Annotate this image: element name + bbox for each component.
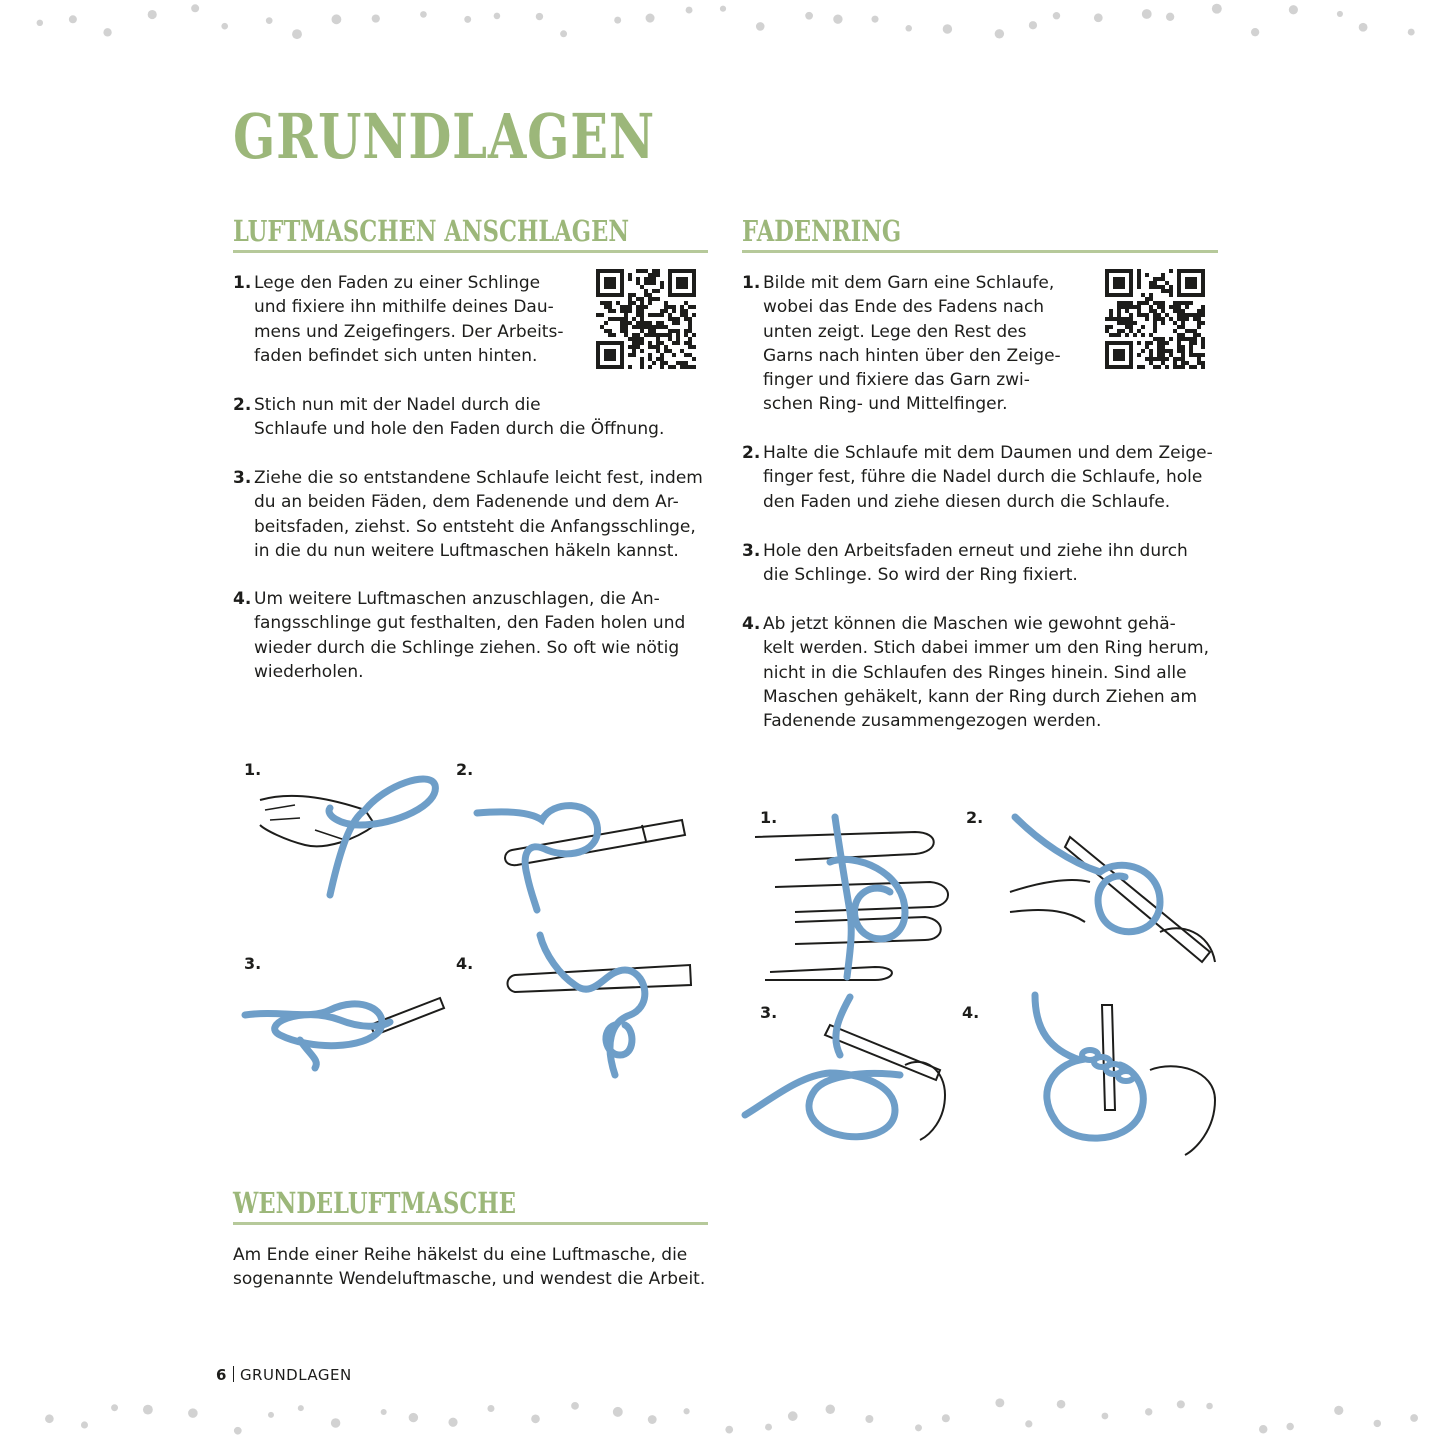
step-line: Ab jetzt können die Maschen wie gewohnt gehä- (763, 614, 1176, 634)
luftmaschen-illustration-3 (240, 990, 450, 1080)
step-line: Schlaufe und hole den Faden durch die Öffnung. (254, 419, 665, 440)
step-text (763, 612, 1209, 733)
step-line: Garns nach hinten über den Zeige- (763, 345, 1061, 366)
step-line: Um weitere Luftmaschen anzuschlagen, die An- (254, 589, 660, 609)
figure-label: 2. (456, 760, 474, 779)
figure-label: 1. (760, 808, 778, 827)
section-title-luftmaschen: LUFTMASCHEN ANSCHLAGEN (233, 214, 630, 248)
fadenring-illustration-2 (1010, 812, 1220, 977)
step-number: 1. (233, 273, 252, 293)
step-line: den Faden und ziehe diesen durch die Schlaufe. (763, 491, 1171, 512)
step-line: Halte die Schlaufe mit dem Daumen und dem Zeige- (763, 443, 1213, 463)
step-text (763, 539, 1188, 588)
step-number: 2. (742, 443, 761, 463)
step-line: Maschen gehäkelt, kann der Ring durch Ziehen am (763, 686, 1198, 707)
page-number: 6 (216, 1366, 227, 1384)
step-line: Fadenende zusammengezogen werden. (763, 711, 1102, 732)
step-line: unten zeigt. Lege den Rest des (763, 321, 1027, 342)
fadenring-illustration-4 (1010, 990, 1220, 1160)
figure-label: 1. (244, 760, 262, 779)
page-title: GRUNDLAGEN (233, 100, 656, 173)
step-line: nicht in die Schlaufen des Ringes hinein. Sind alle (763, 662, 1187, 683)
step-line: Bilde mit dem Garn eine Schlaufe, (763, 273, 1055, 293)
top-dot-border (0, 0, 1445, 50)
luftmaschen-illustration-1 (255, 770, 445, 900)
step-line: und fixiere ihn mithilfe deines Dau- (254, 297, 554, 318)
step-number: 1. (742, 273, 761, 293)
page-footer (216, 1366, 352, 1384)
step-line: Ziehe die so entstandene Schlaufe leicht fest, indem (254, 468, 703, 488)
luftmaschen-illustration-4 (505, 930, 695, 1080)
step-line: mens und Zeigefingers. Der Arbeits- (254, 321, 564, 342)
step-text (763, 441, 1213, 514)
step-line: faden befindet sich unten hinten. (254, 345, 538, 366)
section-heading-wendeluftmasche (233, 1182, 708, 1225)
step-line: Lege den Faden zu einer Schlinge (254, 273, 541, 293)
step-line: beitsfaden, ziehst. So entsteht die Anfangsschlinge, (254, 516, 696, 537)
footer-section: GRUNDLAGEN (239, 1366, 352, 1384)
step-number: 3. (742, 541, 761, 561)
step-text (763, 271, 1061, 417)
section-heading-fadenring (742, 210, 1218, 253)
figure-label: 3. (760, 1003, 778, 1022)
step-line: die Schlinge. So wird der Ring fixiert. (763, 565, 1078, 586)
section-title-wendeluftmasche: WENDELUFTMASCHE (233, 1186, 517, 1220)
step-text (254, 393, 664, 442)
step-line: schen Ring- und Mittelfinger. (763, 394, 1008, 415)
step-number: 4. (742, 614, 761, 634)
section-heading-luftmaschen (233, 210, 708, 253)
step-line: finger fest, führe die Nadel durch die Schlaufe, hole (763, 467, 1203, 488)
step-line: wobei das Ende des Fadens nach (763, 297, 1045, 318)
step-text (254, 466, 703, 563)
step-line: Stich nun mit der Nadel durch die (254, 395, 541, 415)
step-line: du an beiden Fäden, dem Fadenende und dem Ar- (254, 492, 679, 513)
step-text (254, 271, 563, 368)
bottom-dot-border (0, 1395, 1445, 1445)
step-number: 4. (233, 589, 252, 609)
footer-divider (233, 1366, 234, 1382)
step-line: Hole den Arbeitsfaden erneut und ziehe ihn durch (763, 541, 1188, 561)
qr-code-icon[interactable] (1105, 269, 1205, 369)
step-number: 3. (233, 468, 252, 488)
step-line: finger und fixiere das Garn zwi- (763, 370, 1030, 391)
wendeluftmasche-text (233, 1243, 705, 1292)
fadenring-illustration-3 (740, 995, 950, 1145)
qr-code-icon[interactable] (596, 269, 696, 369)
figure-label: 2. (966, 808, 984, 827)
step-number: 2. (233, 395, 252, 415)
step-line: kelt werden. Stich dabei immer um den Ring herum, (763, 638, 1209, 659)
text-line: Am Ende einer Reihe häkelst du eine Luftmasche, die (233, 1245, 688, 1265)
text-line: sogenannte Wendeluftmasche, und wendest die Arbeit. (233, 1269, 706, 1290)
step-line: in die du nun weitere Luftmaschen häkeln kannst. (254, 540, 679, 561)
step-line: wiederholen. (254, 661, 364, 682)
luftmaschen-illustration-2 (472, 795, 692, 915)
step-text (254, 587, 685, 684)
section-title-fadenring: FADENRING (742, 214, 902, 248)
step-line: fangsschlinge gut festhalten, den Faden holen und (254, 613, 686, 634)
step-line: wieder durch die Schlinge ziehen. So oft wie nötig (254, 637, 680, 658)
figure-label: 3. (244, 954, 262, 973)
figure-label: 4. (962, 1003, 980, 1022)
figure-label: 4. (456, 954, 474, 973)
fadenring-illustration-1 (755, 812, 955, 982)
